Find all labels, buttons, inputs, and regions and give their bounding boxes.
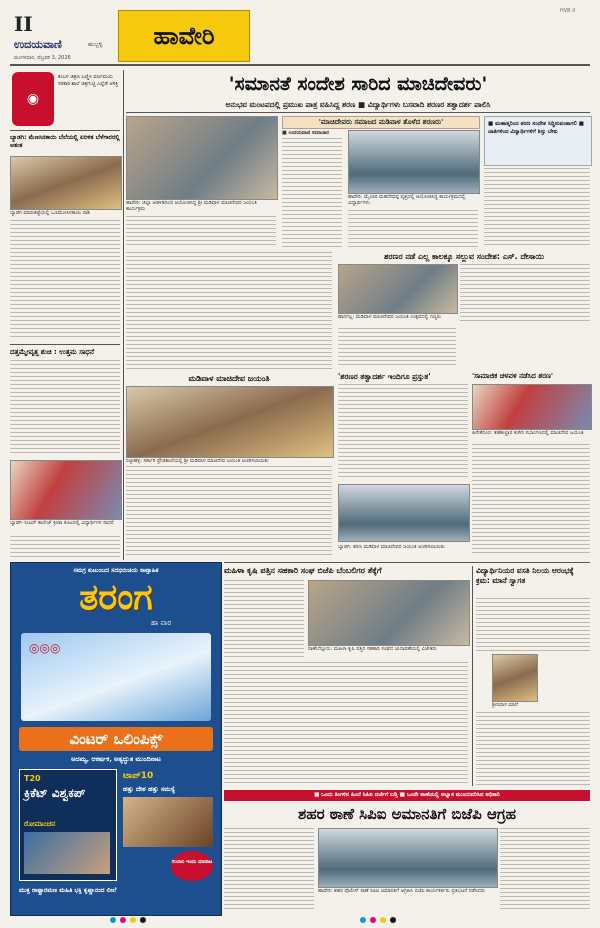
section-title: ಹಾವೇರಿ [153,22,215,50]
mid-photo-c [472,384,592,430]
advert-cover-title-text: ವಿಂಟರ್ ಒಲಿಂಪಿಕ್ಸ್ [69,730,163,748]
date-line: ಮಂಗಳವಾರ, ಫೆಬ್ರವರಿ 3, 2026 [14,55,71,61]
promo-badge [12,72,54,126]
mid-body-a2 [338,328,456,368]
lead-photo-2 [348,130,480,194]
middle-stories [126,252,590,560]
lower-body-a1 [224,580,304,660]
mid-caption-a: ಹಾನಗಲ್ಲ: ಮಡಿವಾಳ ಮಾಚಿದೇವರ ಜಯಂತಿ ಉತ್ಸವದಲ್ಲಿ ಗಣ್ಯರು [338,314,442,320]
advert-cover-title [19,727,213,751]
lead-body-1 [282,138,342,248]
reg-dot-black [140,917,146,923]
page-marker: II [14,12,33,36]
paper-name: ಉದಯವಾಣಿ [14,38,62,51]
masthead [10,10,590,66]
advert-cricket-title: ಕ್ರಿಕೆಟ್ ವಿಶ್ವಕಪ್ [24,786,86,800]
lower-photo-b [492,654,538,702]
mid-body-b [338,384,468,480]
lower-ticker-text: ■ ಒಂದು ತಿಂಗಳಿನ ಹಿಂದೆ ಸಿಪಿಐ ದರ್ಜೆಗೆ ಬಡ್ತಿ ■ ಒಂದೇ ಠಾಣೆಯಲ್ಲಿ ಅಭ್ಯಾಸ ಮುಂದುವರಿಸಿದ ಅಧಿಕಾರಿ [314,792,500,798]
paper-suffix: ಹುಬ್ಬಳ್ಳಿ [88,41,103,48]
lead-body-2 [348,210,478,248]
left-story2-caption: ಬ್ಯಾಡಗಿ ಇಂಟರ್ ಕಾಲೇಜ್ ಕ್ರೀಡಾ ಕೂಟದಲ್ಲಿ ವಿದ್ಯಾರ್ಥಿಗಳ ಸಾಧನೆ [10,520,114,526]
lead-subhead: ಅನುಭವ ಮಂಟಪದಲ್ಲಿ ಪ್ರಮುಖ ಪಾತ್ರ ವಹಿಸಿದ್ದ ಶರಣ ■ ವಿದ್ಯಾರ್ಥಿಗಳು ಬಸವಾದಿ ಶರಣರ ತತ್ವಾದರ್ಶ ಪಾಲಿಸಿ [225,100,491,109]
advert-bottom-text: ಮುಕ್ತ ರಾಷ್ಟ್ರಾರಮಣ ಮಹಿತಿ ಭಕ್ತಿ ಕೃಷ್ಣಾನಂದ ಲೀಲೆ [19,887,117,894]
lead-subhead-rule [126,112,590,113]
left-story2-body [10,360,120,456]
advert-badge: T20 [24,774,41,783]
advert-magazine-sub: ಹಾ ವಾರ [151,619,172,627]
left-column [10,70,120,560]
lower-body-a2 [224,662,468,786]
page-code: HVR II [560,8,576,14]
lower-caption-c: ಹಾವೇರಿ: ಶಹರ ಪೊಲೀಸ್ ಠಾಣೆ ಸಿಪಿಐ ಅಮಾನತಿಗೆ ಆಗ್ರಹಿಸಿ ಬಿಜೆಪಿ ಕಾರ್ಯಕರ್ತರು ಪ್ರತಿಭಟನೆ ನಡೆಸಿದರು [318,888,486,894]
section-banner [118,10,250,62]
reg-dot-magenta-2 [370,917,376,923]
lead-body-3 [484,168,590,248]
lower-body-b1 [476,598,590,652]
lead-photo-caption: ಹಾವೇರಿ: ಜಿಲ್ಲಾ ಆಡಳಿತದಿಂದ ಆಯೋಜಿಸಿದ್ದ ಶ್ರೀ ಮಡಿವಾಳ ಮಾಚಿದೇವರ ಜಯಂತಿ ಕಾರ್ಯಕ್ರಮ [126,200,257,212]
lower-headline-c: ಶಹರ ಠಾಣೆ ಸಿಪಿಐ ಅಮಾನತಿಗೆ ಬಿಜೆಪಿ ಆಗ್ರಹ [298,805,516,823]
advert-cricket-sub: ರೋಮಾಂಚನ [24,820,56,828]
lower-top-rule [224,562,590,563]
advert-top10-sub: ಹತ್ತು ದೇಶ ಹತ್ತು ಸಮಸ್ಯೆ [123,785,176,793]
mid-photo-a [338,264,458,314]
left-divider-2 [10,344,120,345]
mid-photo-e [338,484,470,542]
mid-photo-d [126,386,334,458]
left-story2-photo [10,460,122,520]
lower-photo-a [308,580,470,646]
column-divider-left [123,70,124,560]
mid-headline-b: 'ಶರಣರ ತತ್ವಾದರ್ಶ ಇಂದಿಗೂ ಪ್ರಸ್ತುತ' [338,372,431,381]
left-story1-caption: ಬ್ಯಾಡಗಿ ಮಾರುಕಟ್ಟೆಯಲ್ಲಿ ಒಣಮೆಣಸಿನಕಾಯಿ ರಾಶಿ [10,210,90,216]
reg-dot-cyan-2 [360,917,366,923]
reg-dot-yellow [130,917,136,923]
advert-cricket-photo [24,832,110,874]
mid-body-d [126,466,332,556]
lower-headline-a: ಮಹಿಳಾ ಕೃಷಿ ಪತ್ತಿನ ಸಹಕಾರಿ ಸಂಘ ಬಿಜೆಪಿ ಬೆಂಬಲಿಗರ ತೆಕ್ಕೆಗೆ [224,566,382,575]
mid-headline-c: 'ಸಾಮಾಜಿಕ ಚಳವಳಿ ನಡೆಸಿದ ಶರಣ' [472,372,554,380]
advert-tagline: ಸಮಗ್ರ ಕುಟುಂಬದ ಸದಭಿರುಚಿಯ ಸಾಪ್ತಾಹಿಕ [73,567,159,574]
lead-side-box [484,116,592,166]
advert-olympic-rings-icon: ◎◎◎ [29,641,61,655]
lower-body-c1 [224,828,314,912]
left-divider-1 [10,130,120,131]
advert-cover-sub: ಅದಮ್ಯ, ಆಕರ್ಷಕ, ಅತ್ಯದ್ಭುತ ಮುಂದಿನಾಟ [71,755,161,763]
reg-dot-yellow-2 [380,917,386,923]
mid-body-a [460,264,590,324]
advert-cricket-panel [19,769,117,881]
registration-marks [30,916,570,924]
advert-top10-photo [123,797,213,847]
lead-story [126,70,590,250]
lower-caption-b: ಶ್ರೀನಿವಾಸ ಮಾನೆ [492,702,518,708]
mid-headline-d: ಮಡಿವಾಳ ಮಾಚಿದೇವ ಜಯಂತಿ [188,374,270,383]
lower-caption-a: ರಾಣೆಬೆನ್ನೂರು: ಮಹಿಳಾ ಕೃಷಿ ಪತ್ತಿನ ಸಹಕಾರಿ ಸಂಘದ ಚುನಾವಣೆಯಲ್ಲಿ ವಿಜೇತರು [308,646,437,652]
promo-badge-icon: ◉ [26,91,40,107]
left-story1-headline: ಬ್ಯಾಡಗಿ: ಮೆಣಸಿನಕಾಯಿ ಬೆಲೆಯಲ್ಲಿ ಏರಿಳಿತ ಬೆಳೆಗಾರರಲ್ಲಿ ಆತಂಕ [10,134,120,149]
lower-col-divider [472,566,473,786]
lower-body-b2 [476,712,590,786]
left-story2-tail [10,536,120,558]
left-story2-headline: ದತ್ತಮ್ಮೇವೃತ್ತ ಶುಚಿ : ಉತ್ತಮ ಸಾಧನೆ [10,348,94,356]
left-story1-photo [10,156,122,210]
lead-body-4 [126,216,276,248]
advert-price-tag [171,851,213,881]
reg-dot-cyan [110,917,116,923]
advert-price-tag-text: ಗುಲಾಬಿ ಇಂದು ಮಾರಾಟ [171,859,213,865]
reg-dot-magenta [120,917,126,923]
lower-body-c2 [500,828,590,912]
mid-caption-e: ಬ್ಯಾಡಗಿ: ಶರಣ ಮಡಿವಾಳ ಮಾಚಿದೇವರ ಜಯಂತಿ ಆಚರಿಸಲಾಯಿತು [338,544,445,550]
mid-caption-d: ರಟ್ಟೀಹಳ್ಳಿ: ಸರ್ಕಾರಿ ಪ್ರೌಢಶಾಲೆಯಲ್ಲಿ ಶ್ರೀ ಮಡಿವಾಳ ಮಾಚಿದೇವ ಜಯಂತಿ ಆಚರಿಸಲಾಯಿತು [126,458,269,464]
advert-magazine: ತರಂಗ [79,577,153,618]
reg-dot-black-2 [390,917,396,923]
left-story1-body [10,220,120,340]
lower-ticker [224,790,590,801]
lead-byline: ■ ಉದಯವಾಣಿ ಸಮಾಚಾರ [282,130,329,136]
lead-photo-2-caption: ಹಾವೇರಿ: ಮೈಲಾರ ಮಹದೇವಪ್ಪ ವೃತ್ತದಲ್ಲಿ ಆಯೋಜಿಸಿದ್ದ ಕಾರ್ಯಕ್ರಮದಲ್ಲಿ ವಿದ್ಯಾರ್ಥಿಗಳು [348,194,466,206]
mid-body-c [472,444,590,556]
masthead-divider [10,64,590,66]
lower-stories [224,562,590,914]
lower-headline-b: ವಿದ್ಯಾರ್ಥಿನಿಯರ ವಸತಿ ನಿಲಯ ಆರಂಭಕ್ಕೆ ಕ್ರಮ: ಮಾನೆ ಸ್ವಾಗತ [476,566,574,585]
mid-left-body [126,252,332,370]
lead-headline: 'ಸಮಾನತೆ ಸಂದೇಶ ಸಾರಿದ ಮಾಚಿದೇವರು' [228,73,488,95]
lead-photo [126,116,278,200]
mid-headline-a: ಶರಣರ ನಡೆ ಎಲ್ಲ ಕಾಲಕ್ಕೂ ಸಲ್ಲುವ ಸಂದೇಶ: ಎಸ್. ದೇಸಾಯಿ [384,252,544,261]
lower-photo-c [318,828,498,888]
promo-text: ಕಂಬಳ ಚಿತ್ರಣ ಬಣ್ಣಿಸಿ ವರ್ಣಮಯ ಸರಕಾರಿ ಶಾಲೆ ಚಿತ್ರಗುಚ್ಚ ಎಲ್ಲೆಡೆ ಆಸಕ್ತಿ [58,74,119,87]
advert-top10: ಟಾಪ್10 [123,771,154,781]
advert-taranga [10,562,222,916]
lead-side-box-text: ■ ಮಹಾತ್ಮರಿಂದ ಶರಣ ಸಂದೇಶ ಸಿದ್ಧಿಸುವಂತಾಗಲಿ ■ ಜಾತಿಗಳಿಂದ ವಿದ್ಯಾರ್ಥಿಗಳಿಗೆ ಶಿಸ್ತು ಬೇಕು [488,121,584,135]
lead-quote-box: 'ಮಾಚಿದೇವರು ಸಮಾಜದ ಮಡಿವಾಳ ತೊಳೆದ ಶರಣರು' [282,116,480,129]
mid-caption-c: ಹಿರೇಕೆರೂರ: ತಹಶೀಲ್ದಾರ ಕಚೇರಿ ಸಭಾಂಗಣದಲ್ಲಿ ಮಾಚಿದೇವ ಜಯಂತಿ [472,430,584,436]
